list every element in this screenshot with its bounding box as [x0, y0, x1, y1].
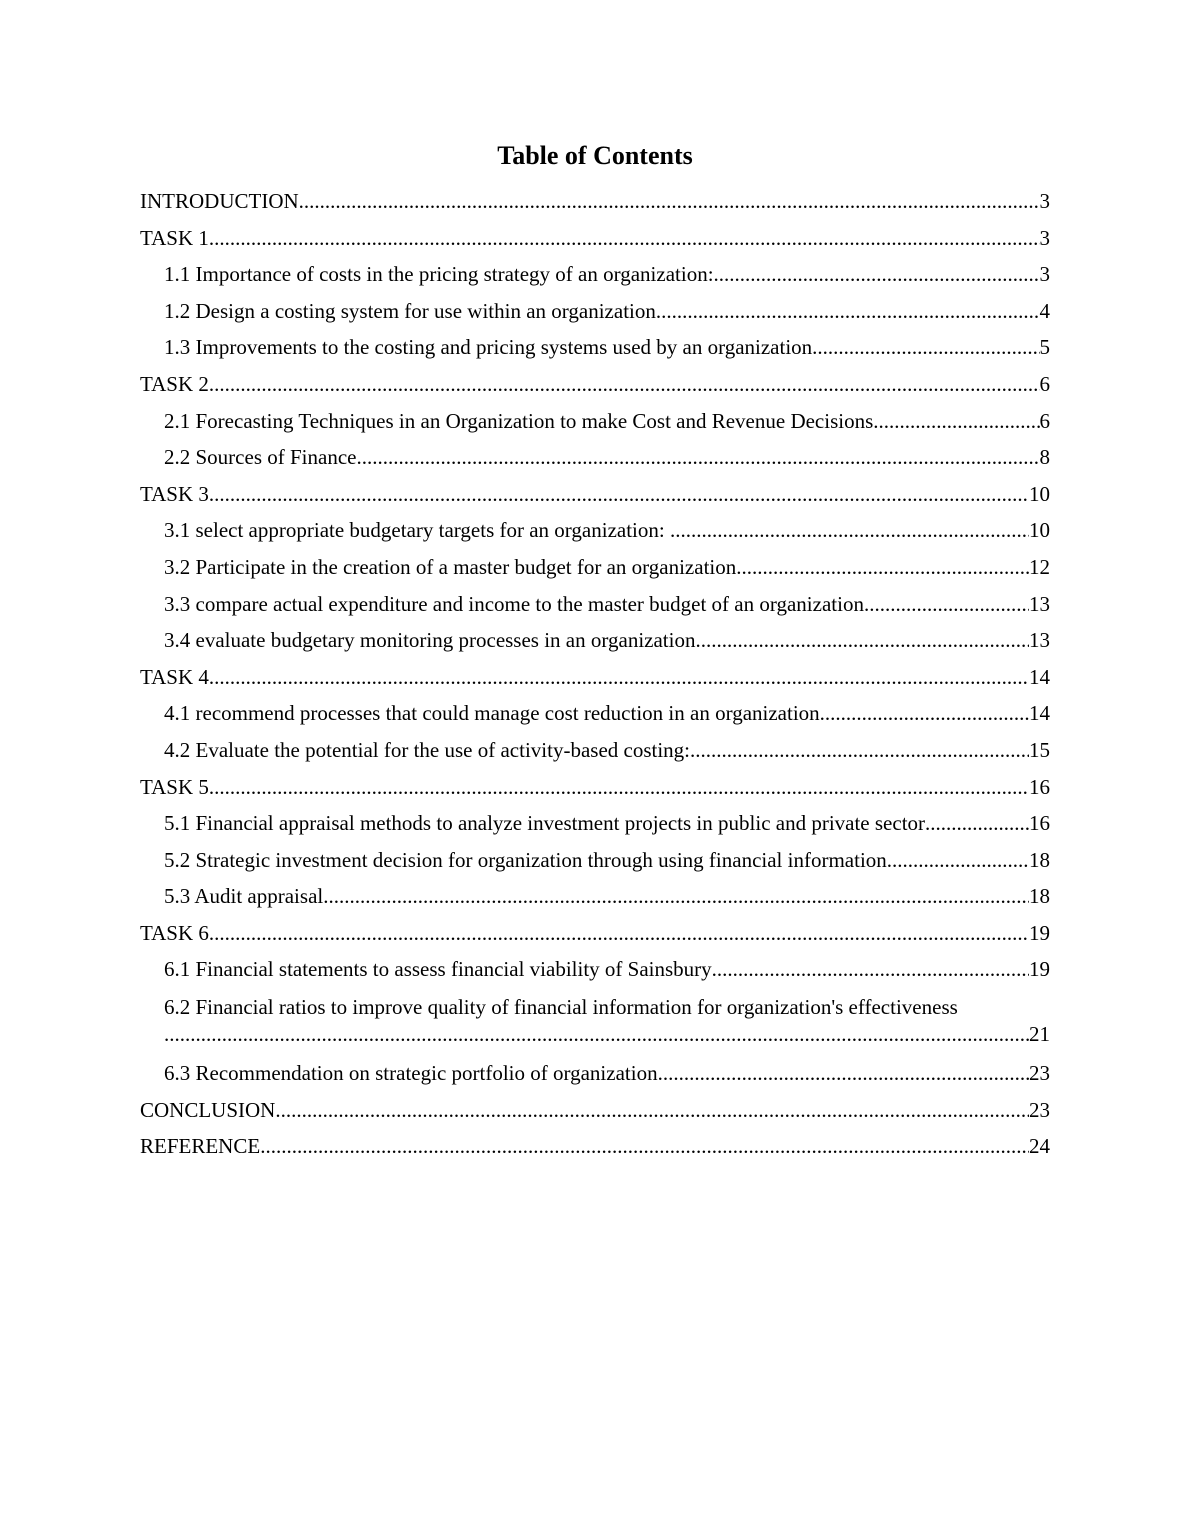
- toc-entry-text: 1.1 Importance of costs in the pricing strategy of an organization:: [164, 262, 714, 287]
- toc-page-number: 14: [1029, 664, 1050, 689]
- toc-dot-leader: [299, 186, 1040, 216]
- toc-dot-leader: [714, 259, 1040, 289]
- toc-page-number: 14: [1029, 701, 1050, 726]
- toc-entry-text: INTRODUCTION: [140, 189, 299, 213]
- toc-entry-reference[interactable]: [140, 1131, 1050, 1168]
- toc-page-number: 16: [1029, 774, 1050, 799]
- toc-entry-text: 4.2 Evaluate the potential for the use of activity-based costing:: [164, 737, 691, 762]
- toc-entry-1-1[interactable]: [140, 259, 1050, 296]
- toc-entry-text: 5.2 Strategic investment decision for organization through using financial information: [164, 847, 887, 872]
- toc-entry-text: 1.2 Design a costing system for use within an organization: [164, 298, 656, 323]
- toc-page-number: 19: [1029, 920, 1050, 945]
- toc-entry-text: 3.2 Participate in the creation of a master budget for an organization: [164, 554, 737, 579]
- toc-entry-2-1[interactable]: [140, 406, 1050, 443]
- toc-page-number: 21: [1029, 1022, 1050, 1047]
- toc-page-number: 10: [1029, 518, 1050, 543]
- toc-entry-text: 2.1 Forecasting Techniques in an Organization to make Cost and Revenue Decisions: [164, 408, 874, 433]
- toc-entry-text: 1.3 Improvements to the costing and pricing systems used by an organization: [164, 335, 813, 360]
- toc-entry-conclusion[interactable]: [140, 1095, 1050, 1132]
- toc-page-number: 15: [1029, 737, 1050, 762]
- toc-entry-task-2[interactable]: [140, 369, 1050, 406]
- toc-entry-text: 3.3 compare actual expenditure and income to the master budget of an organization: [164, 591, 864, 616]
- toc-entry-4-2[interactable]: [140, 735, 1050, 772]
- toc-page-number: 3: [1039, 225, 1050, 250]
- toc-dot-leader: [820, 698, 1029, 728]
- toc-page-number: 16: [1029, 811, 1050, 836]
- toc-page-number: 23: [1029, 1097, 1050, 1122]
- toc-entry-5-3[interactable]: [140, 881, 1050, 918]
- toc-entry-introduction[interactable]: [140, 186, 1050, 223]
- toc-entry-text: 5.3 Audit appraisal: [164, 884, 324, 909]
- toc-dot-leader: [209, 918, 1029, 948]
- toc-dot-leader: [736, 552, 1029, 582]
- toc-page-number: 13: [1029, 628, 1050, 653]
- toc-dot-leader: [209, 772, 1029, 802]
- toc-entry-text: 6.3 Recommendation on strategic portfolio of organization: [164, 1061, 658, 1086]
- toc-entry-text: TASK 4: [140, 664, 209, 689]
- toc-dot-leader: [887, 845, 1029, 875]
- toc-dot-leader: [695, 625, 1029, 655]
- toc-dot-leader: [164, 1021, 1029, 1048]
- toc-page-number: 10: [1029, 481, 1050, 506]
- toc-entry-task-3[interactable]: [140, 479, 1050, 516]
- toc-entry-3-1[interactable]: [140, 515, 1050, 552]
- toc-entry-5-1[interactable]: [140, 808, 1050, 845]
- toc-page-number: 18: [1029, 847, 1050, 872]
- toc-entry-text: TASK 6: [140, 920, 209, 945]
- toc-entry-2-2[interactable]: [140, 442, 1050, 479]
- toc-entry-text: 3.4 evaluate budgetary monitoring processes in an organization: [164, 628, 696, 653]
- toc-page-number: 4: [1039, 298, 1050, 323]
- toc-entry-5-2[interactable]: [140, 845, 1050, 882]
- toc-dot-leader: [873, 406, 1039, 436]
- toc-entry-text: TASK 2: [140, 371, 209, 396]
- toc-entry-task-4[interactable]: [140, 662, 1050, 699]
- toc-page-number: 6: [1039, 408, 1050, 433]
- toc-entry-task-1[interactable]: [140, 223, 1050, 260]
- toc-dot-leader: [925, 808, 1029, 838]
- toc-entry-6-2[interactable]: [140, 991, 1050, 1058]
- toc-dot-leader: [656, 296, 1040, 326]
- toc-dot-leader: [209, 369, 1040, 399]
- toc-entry-text: 3.1 select appropriate budgetary targets for an organization:: [164, 518, 670, 543]
- toc-entry-3-4[interactable]: [140, 625, 1050, 662]
- toc-entry-text: 2.2 Sources of Finance: [164, 445, 357, 470]
- toc-entry-4-1[interactable]: [140, 698, 1050, 735]
- toc-dot-leader: [275, 1095, 1029, 1125]
- toc-entry-1-3[interactable]: [140, 332, 1050, 369]
- toc-page-number: 8: [1039, 445, 1050, 470]
- toc-entry-task-5[interactable]: [140, 772, 1050, 809]
- toc-page-number: 12: [1029, 554, 1050, 579]
- toc-entry-text: TASK 5: [140, 774, 209, 799]
- toc-title: Table of Contents: [497, 141, 693, 170]
- table-of-contents: [140, 186, 1050, 1168]
- toc-entry-text: TASK 1: [140, 225, 209, 250]
- toc-dot-leader: [864, 589, 1029, 619]
- toc-entry-6-3[interactable]: [140, 1058, 1050, 1095]
- toc-entry-text: 6.2 Financial ratios to improve quality of financial information for organization's effectiveness: [164, 995, 958, 1020]
- toc-page-number: 5: [1039, 335, 1050, 360]
- toc-dot-leader: [690, 735, 1029, 765]
- toc-page-number: 3: [1039, 262, 1050, 287]
- toc-page-number: 18: [1029, 884, 1050, 909]
- toc-page-number: 13: [1029, 591, 1050, 616]
- toc-entry-text: REFERENCE: [140, 1134, 261, 1159]
- toc-entry-text: 5.1 Financial appraisal methods to analyze investment projects in public and private sector: [164, 811, 926, 836]
- toc-entry-task-6[interactable]: [140, 918, 1050, 955]
- toc-dot-leader: [658, 1058, 1029, 1088]
- toc-page-number: 23: [1029, 1061, 1050, 1086]
- toc-page-number: 19: [1029, 957, 1050, 982]
- toc-entry-continuation: [164, 1021, 1050, 1048]
- toc-page-number: 24: [1029, 1134, 1050, 1159]
- toc-dot-leader: [670, 515, 1029, 545]
- toc-entry-text: 4.1 recommend processes that could manage cost reduction in an organization: [164, 701, 820, 726]
- toc-dot-leader: [209, 223, 1040, 253]
- toc-entry-3-2[interactable]: [140, 552, 1050, 589]
- toc-entry-1-2[interactable]: [140, 296, 1050, 333]
- toc-page-number: 3: [1039, 189, 1050, 213]
- toc-entry-text: 6.1 Financial statements to assess financial viability of Sainsbury: [164, 957, 712, 982]
- toc-dot-leader: [260, 1131, 1029, 1161]
- toc-dot-leader: [323, 881, 1029, 911]
- toc-dot-leader: [209, 479, 1029, 509]
- toc-dot-leader: [209, 662, 1029, 692]
- toc-dot-leader: [356, 442, 1039, 472]
- toc-dot-leader: [812, 332, 1039, 362]
- toc-entry-6-1[interactable]: [140, 954, 1050, 991]
- toc-page-number: 6: [1039, 371, 1050, 396]
- toc-dot-leader: [712, 954, 1029, 984]
- toc-entry-text: CONCLUSION: [140, 1097, 276, 1122]
- toc-entry-text: TASK 3: [140, 481, 209, 506]
- toc-entry-3-3[interactable]: [140, 589, 1050, 626]
